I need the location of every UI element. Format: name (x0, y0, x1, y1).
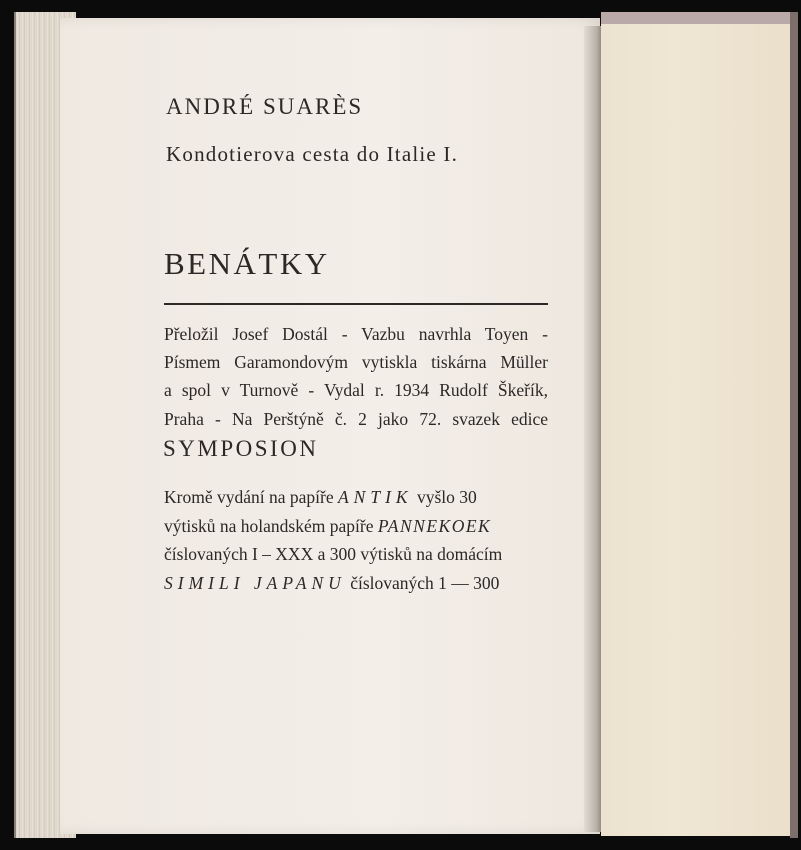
right-page (601, 24, 794, 836)
book-title: BENÁTKY (164, 246, 330, 281)
imprint-line: Praha - Na Perštýně č. 2 jako 72. svazek edice (164, 408, 548, 429)
paper-simili-japanu: SIMILI JAPANU (164, 572, 346, 593)
book-gutter (584, 26, 602, 832)
copies-text: vyšlo 30 (412, 487, 477, 507)
title-rule (164, 303, 548, 305)
imprint-line: a spol v Turnově - Vydal r. 1934 Rudolf Škeřík, (164, 380, 548, 401)
copies-text: číslovaných 1 — 300 (345, 572, 500, 593)
paper-antik: ANTIK (337, 487, 413, 507)
edition-name: SYMPOSION (163, 436, 319, 461)
copies-line: číslovaných I – XXX a 300 výtisků na domácím (164, 544, 503, 565)
copies-text: Kromě vydání na papíře (164, 487, 338, 507)
copies-paragraph (164, 483, 548, 597)
subtitle: Kondotierova cesta do Italie I. (166, 142, 459, 166)
copies-line (164, 483, 548, 512)
imprint-line: Písmem Garamondovým vytiskla tiskárna Müller (164, 352, 548, 373)
cover-edge-right (790, 12, 798, 838)
author-name: ANDRÉ SUARÈS (166, 94, 364, 119)
imprint-line: Přeložil Josef Dostál - Vazbu navrhla Toyen - (164, 324, 548, 344)
copies-line (164, 512, 548, 541)
imprint-paragraph (164, 320, 548, 433)
paper-pannekoek: PANNEKOEK (377, 515, 492, 536)
copies-line (164, 569, 548, 598)
copies-text: výtisků na holandském papíře (164, 515, 378, 536)
